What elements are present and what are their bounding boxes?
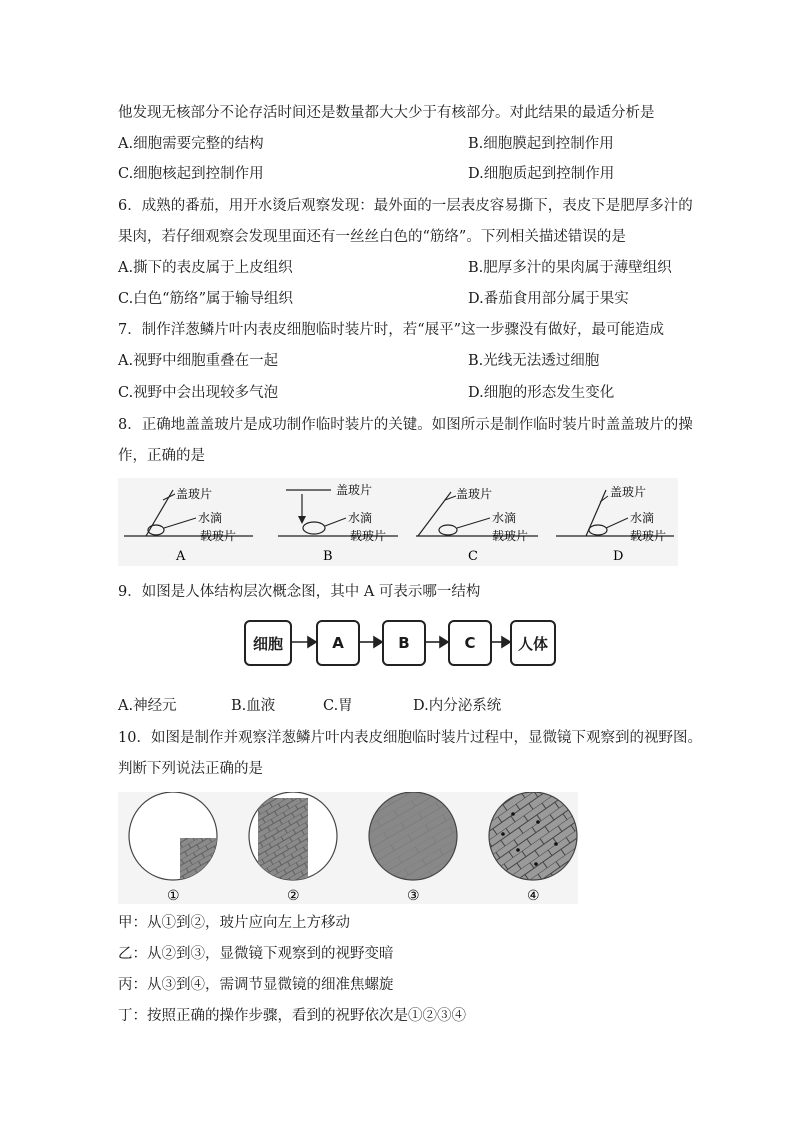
q9-stem: 9．如图是人体结构层次概念图，其中 A 可表示哪一结构 bbox=[118, 584, 481, 600]
q5-option-d: D.细胞质起到控制作用 bbox=[468, 166, 615, 182]
concept-box-b: B bbox=[382, 620, 426, 666]
svg-text:盖玻片: 盖玻片 bbox=[610, 485, 647, 499]
view-label-2: ② bbox=[287, 888, 300, 904]
panel-label-a: A bbox=[176, 549, 186, 564]
microscope-views bbox=[118, 792, 578, 904]
q9-option-a: A.神经元 bbox=[118, 698, 177, 714]
label-slide: 载玻片 bbox=[200, 529, 237, 543]
q9-option-c: C.胃 bbox=[323, 698, 353, 714]
q10-statement-2: 乙：从②到③，显微镜下观察到的视野变暗 bbox=[118, 946, 394, 962]
q6-stem-line1: 6．成熟的番茄，用开水烫后观察发现：最外面的一层表皮容易撕下，表皮下是肥厚多汁的 bbox=[118, 198, 693, 214]
q10-statement-1: 甲：从①到②，玻片应向左上方移动 bbox=[118, 915, 350, 931]
q5-option-c: C.细胞核起到控制作用 bbox=[118, 166, 264, 182]
q6-option-c: C.白色“筋络”属于输导组织 bbox=[118, 291, 294, 307]
svg-text:载玻片: 载玻片 bbox=[350, 529, 387, 543]
svg-text:水滴: 水滴 bbox=[348, 511, 373, 525]
q10-stem-line2: 判断下列说法正确的是 bbox=[118, 761, 263, 777]
q7-option-d: D.细胞的形态发生变化 bbox=[468, 385, 615, 401]
q8-stem-line1: 8．正确地盖盖玻片是成功制作临时装片的关键。如图所示是制作临时装片时盖盖玻片的操 bbox=[118, 417, 693, 433]
view-label-3: ③ bbox=[407, 888, 420, 904]
concept-box-cell: 细胞 bbox=[244, 620, 292, 666]
q10-statement-4: 丁：按照正确的操作步骤，看到的祝野依次是①②③④ bbox=[118, 1008, 466, 1024]
q6-option-d: D.番茄食用部分属于果实 bbox=[468, 291, 629, 307]
q9-option-b: B.血液 bbox=[231, 698, 276, 714]
q7-option-a: A.视野中细胞重叠在一起 bbox=[118, 353, 279, 369]
q10-stem-line1: 10．如图是制作并观察洋葱鳞片叶内表皮细胞临时装片过程中，显微镜下观察到的视野图。 bbox=[118, 730, 702, 746]
concept-box-human: 人体 bbox=[510, 620, 556, 666]
q8-stem-line2: 作，正确的是 bbox=[118, 448, 205, 464]
concept-box-a: A bbox=[316, 620, 360, 666]
svg-text:盖玻片: 盖玻片 bbox=[456, 487, 493, 501]
coverslip-diagram bbox=[118, 478, 678, 566]
svg-text:水滴: 水滴 bbox=[630, 511, 655, 525]
q6-option-a: A.撕下的表皮属于上皮组织 bbox=[118, 260, 293, 276]
q5-option-b: B.细胞膜起到控制作用 bbox=[468, 136, 614, 152]
svg-text:载玻片: 载玻片 bbox=[492, 529, 529, 543]
svg-text:水滴: 水滴 bbox=[492, 511, 517, 525]
svg-text:载玻片: 载玻片 bbox=[630, 529, 667, 543]
q5-stem: 他发现无核部分不论存活时间还是数量都大大少于有核部分。对此结果的最适分析是 bbox=[118, 105, 655, 121]
concept-arrows bbox=[292, 632, 512, 652]
panel-label-c: C bbox=[468, 549, 478, 564]
panel-label-b: B bbox=[323, 549, 333, 564]
q7-stem: 7．制作洋葱鳞片叶内表皮细胞临时装片时，若“展平”这一步骤没有做好，最可能造成 bbox=[118, 322, 665, 338]
concept-box-c: C bbox=[448, 620, 492, 666]
q6-option-b: B.肥厚多汁的果肉属于薄壁组织 bbox=[468, 260, 672, 276]
label-water: 水滴 bbox=[198, 511, 223, 525]
svg-text:盖玻片: 盖玻片 bbox=[336, 483, 373, 497]
q7-option-c: C.视野中会出现较多气泡 bbox=[118, 385, 279, 401]
view-label-4: ④ bbox=[527, 888, 540, 904]
q10-statement-3: 丙：从③到④，需调节显微镜的细准焦螺旋 bbox=[118, 977, 394, 993]
label-coverslip: 盖玻片 bbox=[176, 487, 213, 501]
view-label-1: ① bbox=[167, 888, 180, 904]
q6-stem-line2: 果肉，若仔细观察会发现里面还有一丝丝白色的“筋络”。下列相关描述错误的是 bbox=[118, 229, 626, 245]
q9-option-d: D.内分泌系统 bbox=[413, 698, 502, 714]
panel-label-d: D bbox=[613, 549, 624, 564]
q7-option-b: B.光线无法透过细胞 bbox=[468, 353, 600, 369]
q5-option-a: A.细胞需要完整的结构 bbox=[118, 136, 264, 152]
